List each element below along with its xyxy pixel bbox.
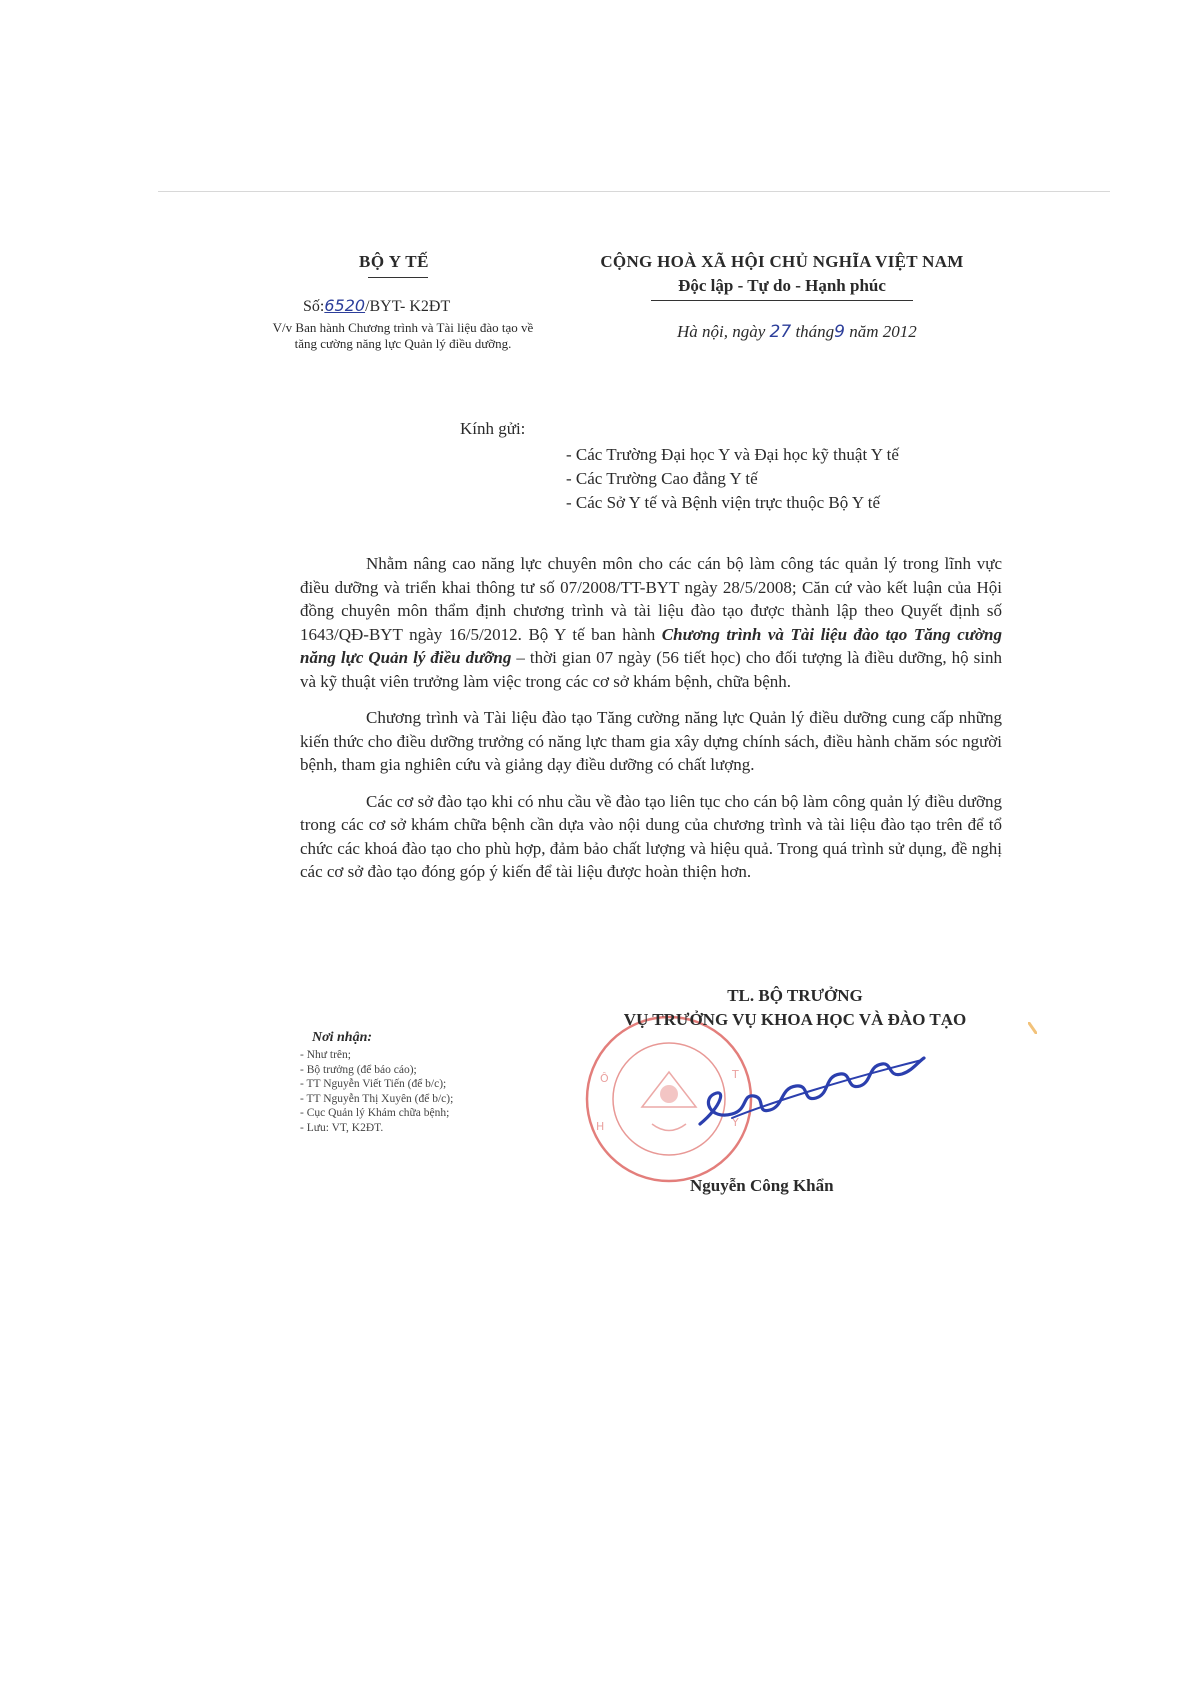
scan-artifact	[1028, 1022, 1037, 1034]
letter-body	[300, 552, 1002, 897]
doc-number-suffix: /BYT- K2ĐT	[365, 298, 451, 315]
recipient-item: - Bộ trưởng (để báo cáo);	[300, 1063, 417, 1076]
body-paragraph-1: Nhằm nâng cao năng lực chuyên môn cho các cán bộ làm công tác quản lý trong lĩnh vực điều dưỡng và triển khai thông tư số 07/2008/TT-BYT ngày 28/5/2008; Căn cứ vào kết luận của Hội đồng chuyên môn thẩm định chương trình và tài liệu đào tạo được thành lập theo Quyết định số 1643/QĐ-BYT ngày 16/5/2012. Bộ Y tế ban hành Chương trình và Tài liệu đào tạo Tăng cường năng lực Quản lý điều dưỡng – thời gian 07 ngày (56 tiết học) cho đối tượng là điều dưỡng, hộ sinh và kỹ thuật viên trưởng làm việc trong các cơ sở khám bệnh, chữa bệnh.	[300, 554, 1002, 691]
signature-title-line2: VỤ TRƯỞNG VỤ KHOA HỌC VÀ ĐÀO TẠO	[623, 1010, 967, 1029]
body-paragraph-3: Các cơ sở đào tạo khi có nhu cầu về đào tạo liên tục cho cán bộ làm công quản lý điều dưỡng trong các cơ sở khám chữa bệnh cần dựa vào nội dung của chương trình và tài liệu đào tạo trên để tổ chức các khoá đào tạo cho phù hợp, đảm bảo chất lượng và hiệu quả. Trong quá trình sử dụng, đề nghị các cơ sở đào tạo đóng góp ý kiến để tài liệu được hoàn thiện hơn.	[300, 791, 1002, 881]
svg-text:T: T	[732, 1068, 739, 1081]
date-year: năm 2012	[849, 322, 917, 341]
program-title: Chương trình và Tài liệu đào tạo Tăng cường năng lực Quản lý điều dưỡng	[300, 624, 1002, 667]
agency-underline	[368, 277, 428, 278]
svg-text:Ô: Ô	[600, 1072, 609, 1085]
recipient-item: - TT Nguyễn Thị Xuyên (để b/c);	[300, 1092, 454, 1105]
addressee-item: - Các Sở Y tế và Bệnh viện trực thuộc Bộ Y tế	[566, 493, 881, 512]
issuing-agency: BỘ Y TẾ	[359, 252, 429, 271]
signer-name: Nguyễn Công Khẩn	[690, 1176, 834, 1195]
date-month: 9	[834, 322, 845, 342]
recipient-item: - TT Nguyễn Viết Tiến (để b/c);	[300, 1078, 447, 1090]
addressee-label: Kính gửi:	[460, 419, 526, 438]
motto-underline	[651, 300, 913, 301]
recipient-item: - Cục Quản lý Khám chữa bệnh;	[300, 1107, 450, 1119]
handwritten-signature	[692, 1036, 928, 1132]
national-motto: Độc lập - Tự do - Hạnh phúc	[678, 276, 886, 295]
recipient-item: - Lưu: VT, K2ĐT.	[300, 1121, 384, 1134]
addressee-list	[566, 443, 899, 515]
date-prefix: Hà nội, ngày	[677, 322, 766, 341]
date-month-label: tháng	[795, 322, 835, 341]
recipients-list	[300, 1048, 453, 1135]
signature-title-line1: TL. BỘ TRƯỞNG	[727, 986, 863, 1005]
recipients-title: Nơi nhận:	[312, 1030, 373, 1045]
scan-edge-line	[158, 191, 1110, 192]
body-paragraph-2: Chương trình và Tài liệu đào tạo Tăng cường năng lực Quản lý điều dưỡng cung cấp những kiến thức cho điều dưỡng trưởng có năng lực tham gia xây dựng chính sách, điều hành chăm sóc người bệnh, tham gia nghiên cứu và giảng dạy điều dưỡng có chất lượng.	[300, 708, 1002, 774]
document-number	[303, 296, 450, 316]
addressee-item: - Các Trường Đại học Y và Đại học kỹ thuật Y tế	[566, 445, 899, 464]
doc-number-handwritten: 6520	[324, 296, 366, 315]
doc-number-prefix: Số:	[303, 298, 325, 315]
addressee-item: - Các Trường Cao đẳng Y tế	[566, 469, 758, 488]
svg-text:H: H	[596, 1120, 605, 1133]
recipient-item: - Như trên;	[300, 1049, 351, 1061]
document-subject: V/v Ban hành Chương trình và Tài liệu đào tạo về tăng cường năng lực Quản lý điều dưỡng.	[272, 320, 534, 351]
document-date	[677, 322, 917, 342]
date-day: 27	[769, 322, 792, 342]
republic-title: CỘNG HOÀ XÃ HỘI CHỦ NGHĨA VIỆT NAM	[600, 252, 964, 271]
svg-text:Y: Y	[732, 1116, 739, 1129]
